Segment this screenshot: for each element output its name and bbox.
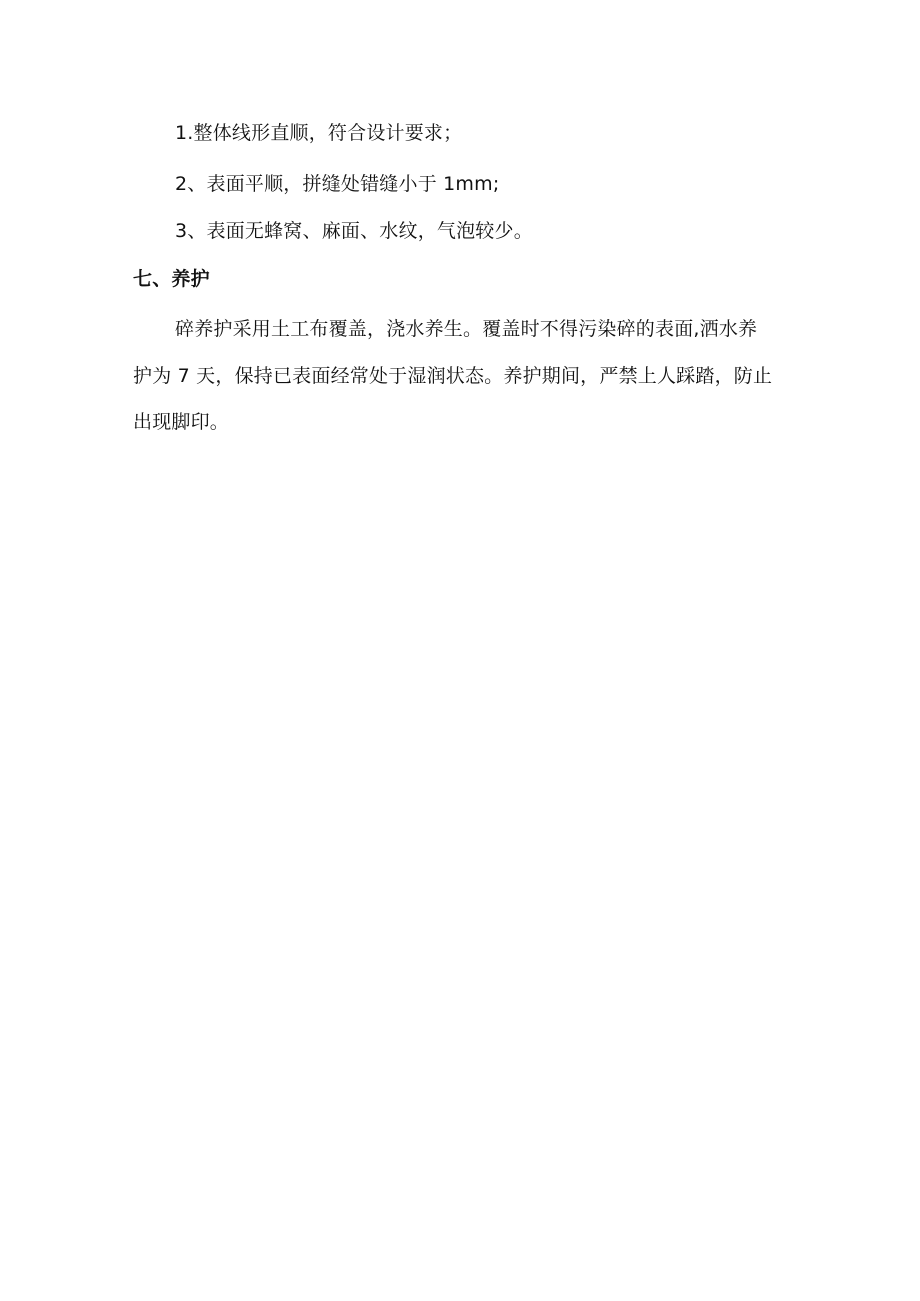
paragraph-line-3: 出现脚印。 <box>133 411 230 433</box>
section-heading: 七、养护 <box>133 268 210 290</box>
requirement-item-1: 1.整体线形直顺，符合设计要求； <box>175 122 463 144</box>
paragraph-line-1: 碎养护采用土工布覆盖，浇水养生。覆盖时不得污染碎的表面,洒水养 <box>175 318 758 340</box>
paragraph-line-2: 护为 7 天，保持已表面经常处于湿润状态。养护期间，严禁上人踩踏，防止 <box>133 365 773 387</box>
requirement-item-3: 3、表面无蜂窝、麻面、水纹，气泡较少。 <box>175 220 533 242</box>
requirement-item-2: 2、表面平顺，拼缝处错缝小于 1mm; <box>175 173 500 195</box>
